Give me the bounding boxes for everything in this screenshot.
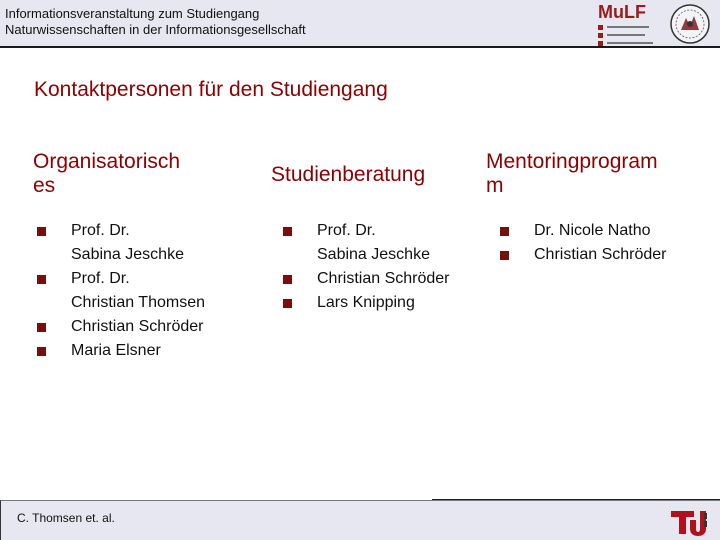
list-item	[37, 219, 205, 267]
contact-list-mentoringprogramm	[500, 219, 667, 267]
column-heading-line1: Mentoringprogram	[486, 150, 658, 173]
column-heading-line2: es	[33, 174, 56, 197]
list-item-line2: Sabina Jeschke	[71, 246, 184, 263]
university-seal-icon	[668, 2, 712, 46]
square-bullet-icon	[37, 323, 46, 332]
mulf-logo	[598, 3, 664, 45]
list-item-line1: Prof. Dr.	[317, 222, 376, 239]
column-heading-organisatorisches	[33, 150, 180, 198]
list-item-line1: Christian Schröder	[534, 246, 667, 263]
tu-logo-icon	[668, 507, 712, 537]
mulf-logo-text: MuLF	[598, 2, 646, 22]
contact-list-studienberatung	[283, 219, 450, 315]
list-item-line1: Christian Schröder	[317, 270, 450, 287]
slide-title: Kontaktpersonen für den Studiengang	[34, 78, 388, 101]
header-bar	[0, 0, 720, 48]
square-bullet-icon	[500, 227, 509, 236]
list-item-line1: Prof. Dr.	[71, 222, 130, 239]
square-bullet-icon	[283, 227, 292, 236]
list-item-line1: Maria Elsner	[71, 342, 161, 359]
list-item-line1: Lars Knipping	[317, 294, 415, 311]
column-heading-line1: Studienberatung	[271, 163, 426, 186]
column-heading-line2: m	[486, 174, 504, 197]
list-item	[283, 267, 450, 291]
column-heading-line1: Organisatorisch	[33, 150, 181, 173]
square-bullet-icon	[37, 347, 46, 356]
list-item-line1: Prof. Dr.	[71, 270, 130, 287]
list-item	[37, 267, 205, 315]
list-item-line2: Sabina Jeschke	[317, 246, 430, 263]
list-item	[37, 315, 205, 339]
list-item	[37, 339, 205, 363]
square-bullet-icon	[283, 299, 292, 308]
list-item-line1: Dr. Nicole Natho	[534, 222, 651, 239]
list-item	[283, 219, 450, 267]
square-bullet-icon	[37, 275, 46, 284]
square-bullet-icon	[500, 251, 509, 260]
list-item-line1: Christian Schröder	[71, 318, 204, 335]
footer-author: C. Thomsen et. al.	[17, 511, 115, 525]
contact-list-organisatorisches	[37, 219, 205, 363]
list-item	[500, 243, 667, 267]
column-heading-studienberatung	[271, 163, 425, 187]
column-heading-mentoringprogramm	[486, 150, 658, 198]
list-item	[283, 291, 450, 315]
list-item	[500, 219, 667, 243]
square-bullet-icon	[283, 275, 292, 284]
mulf-logo-lines	[598, 24, 664, 46]
header-title	[5, 6, 306, 38]
header-title-line1: Informationsveranstaltung zum Studiengang	[5, 6, 260, 21]
square-bullet-icon	[37, 227, 46, 236]
header-title-line2: Naturwissenschaften in der Informationsgesellschaft	[5, 22, 306, 37]
list-item-line2: Christian Thomsen	[71, 294, 205, 311]
